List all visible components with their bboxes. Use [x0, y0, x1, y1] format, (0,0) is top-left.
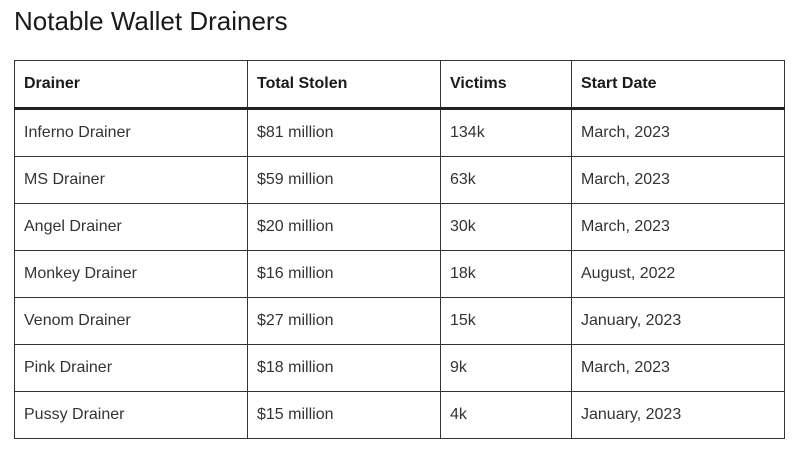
cell-victims: 134k — [441, 109, 572, 157]
column-header-drainer: Drainer — [15, 61, 248, 109]
cell-total-stolen: $15 million — [248, 392, 441, 439]
cell-start-date: August, 2022 — [572, 251, 785, 298]
cell-victims: 9k — [441, 345, 572, 392]
cell-total-stolen: $27 million — [248, 298, 441, 345]
cell-drainer: Venom Drainer — [15, 298, 248, 345]
table-row — [15, 204, 785, 251]
cell-total-stolen: $20 million — [248, 204, 441, 251]
cell-drainer: MS Drainer — [15, 157, 248, 204]
cell-start-date: January, 2023 — [572, 392, 785, 439]
cell-total-stolen: $81 million — [248, 109, 441, 157]
table-row — [15, 251, 785, 298]
cell-victims: 15k — [441, 298, 572, 345]
cell-start-date: March, 2023 — [572, 157, 785, 204]
cell-drainer: Inferno Drainer — [15, 109, 248, 157]
cell-drainer: Pink Drainer — [15, 345, 248, 392]
cell-start-date: March, 2023 — [572, 109, 785, 157]
cell-total-stolen: $16 million — [248, 251, 441, 298]
drainers-table — [14, 60, 785, 439]
table-row — [15, 298, 785, 345]
cell-victims: 4k — [441, 392, 572, 439]
table-row — [15, 345, 785, 392]
cell-drainer: Monkey Drainer — [15, 251, 248, 298]
cell-victims: 18k — [441, 251, 572, 298]
cell-start-date: January, 2023 — [572, 298, 785, 345]
table-row — [15, 392, 785, 439]
cell-drainer: Angel Drainer — [15, 204, 248, 251]
table-row — [15, 109, 785, 157]
page-title: Notable Wallet Drainers — [14, 6, 288, 36]
cell-victims: 63k — [441, 157, 572, 204]
cell-drainer: Pussy Drainer — [15, 392, 248, 439]
cell-victims: 30k — [441, 204, 572, 251]
table-row — [15, 157, 785, 204]
column-header-total-stolen: Total Stolen — [248, 61, 441, 109]
column-header-victims: Victims — [441, 61, 572, 109]
cell-total-stolen: $59 million — [248, 157, 441, 204]
cell-total-stolen: $18 million — [248, 345, 441, 392]
column-header-start-date: Start Date — [572, 61, 785, 109]
table-header-row — [15, 61, 785, 109]
cell-start-date: March, 2023 — [572, 204, 785, 251]
cell-start-date: March, 2023 — [572, 345, 785, 392]
